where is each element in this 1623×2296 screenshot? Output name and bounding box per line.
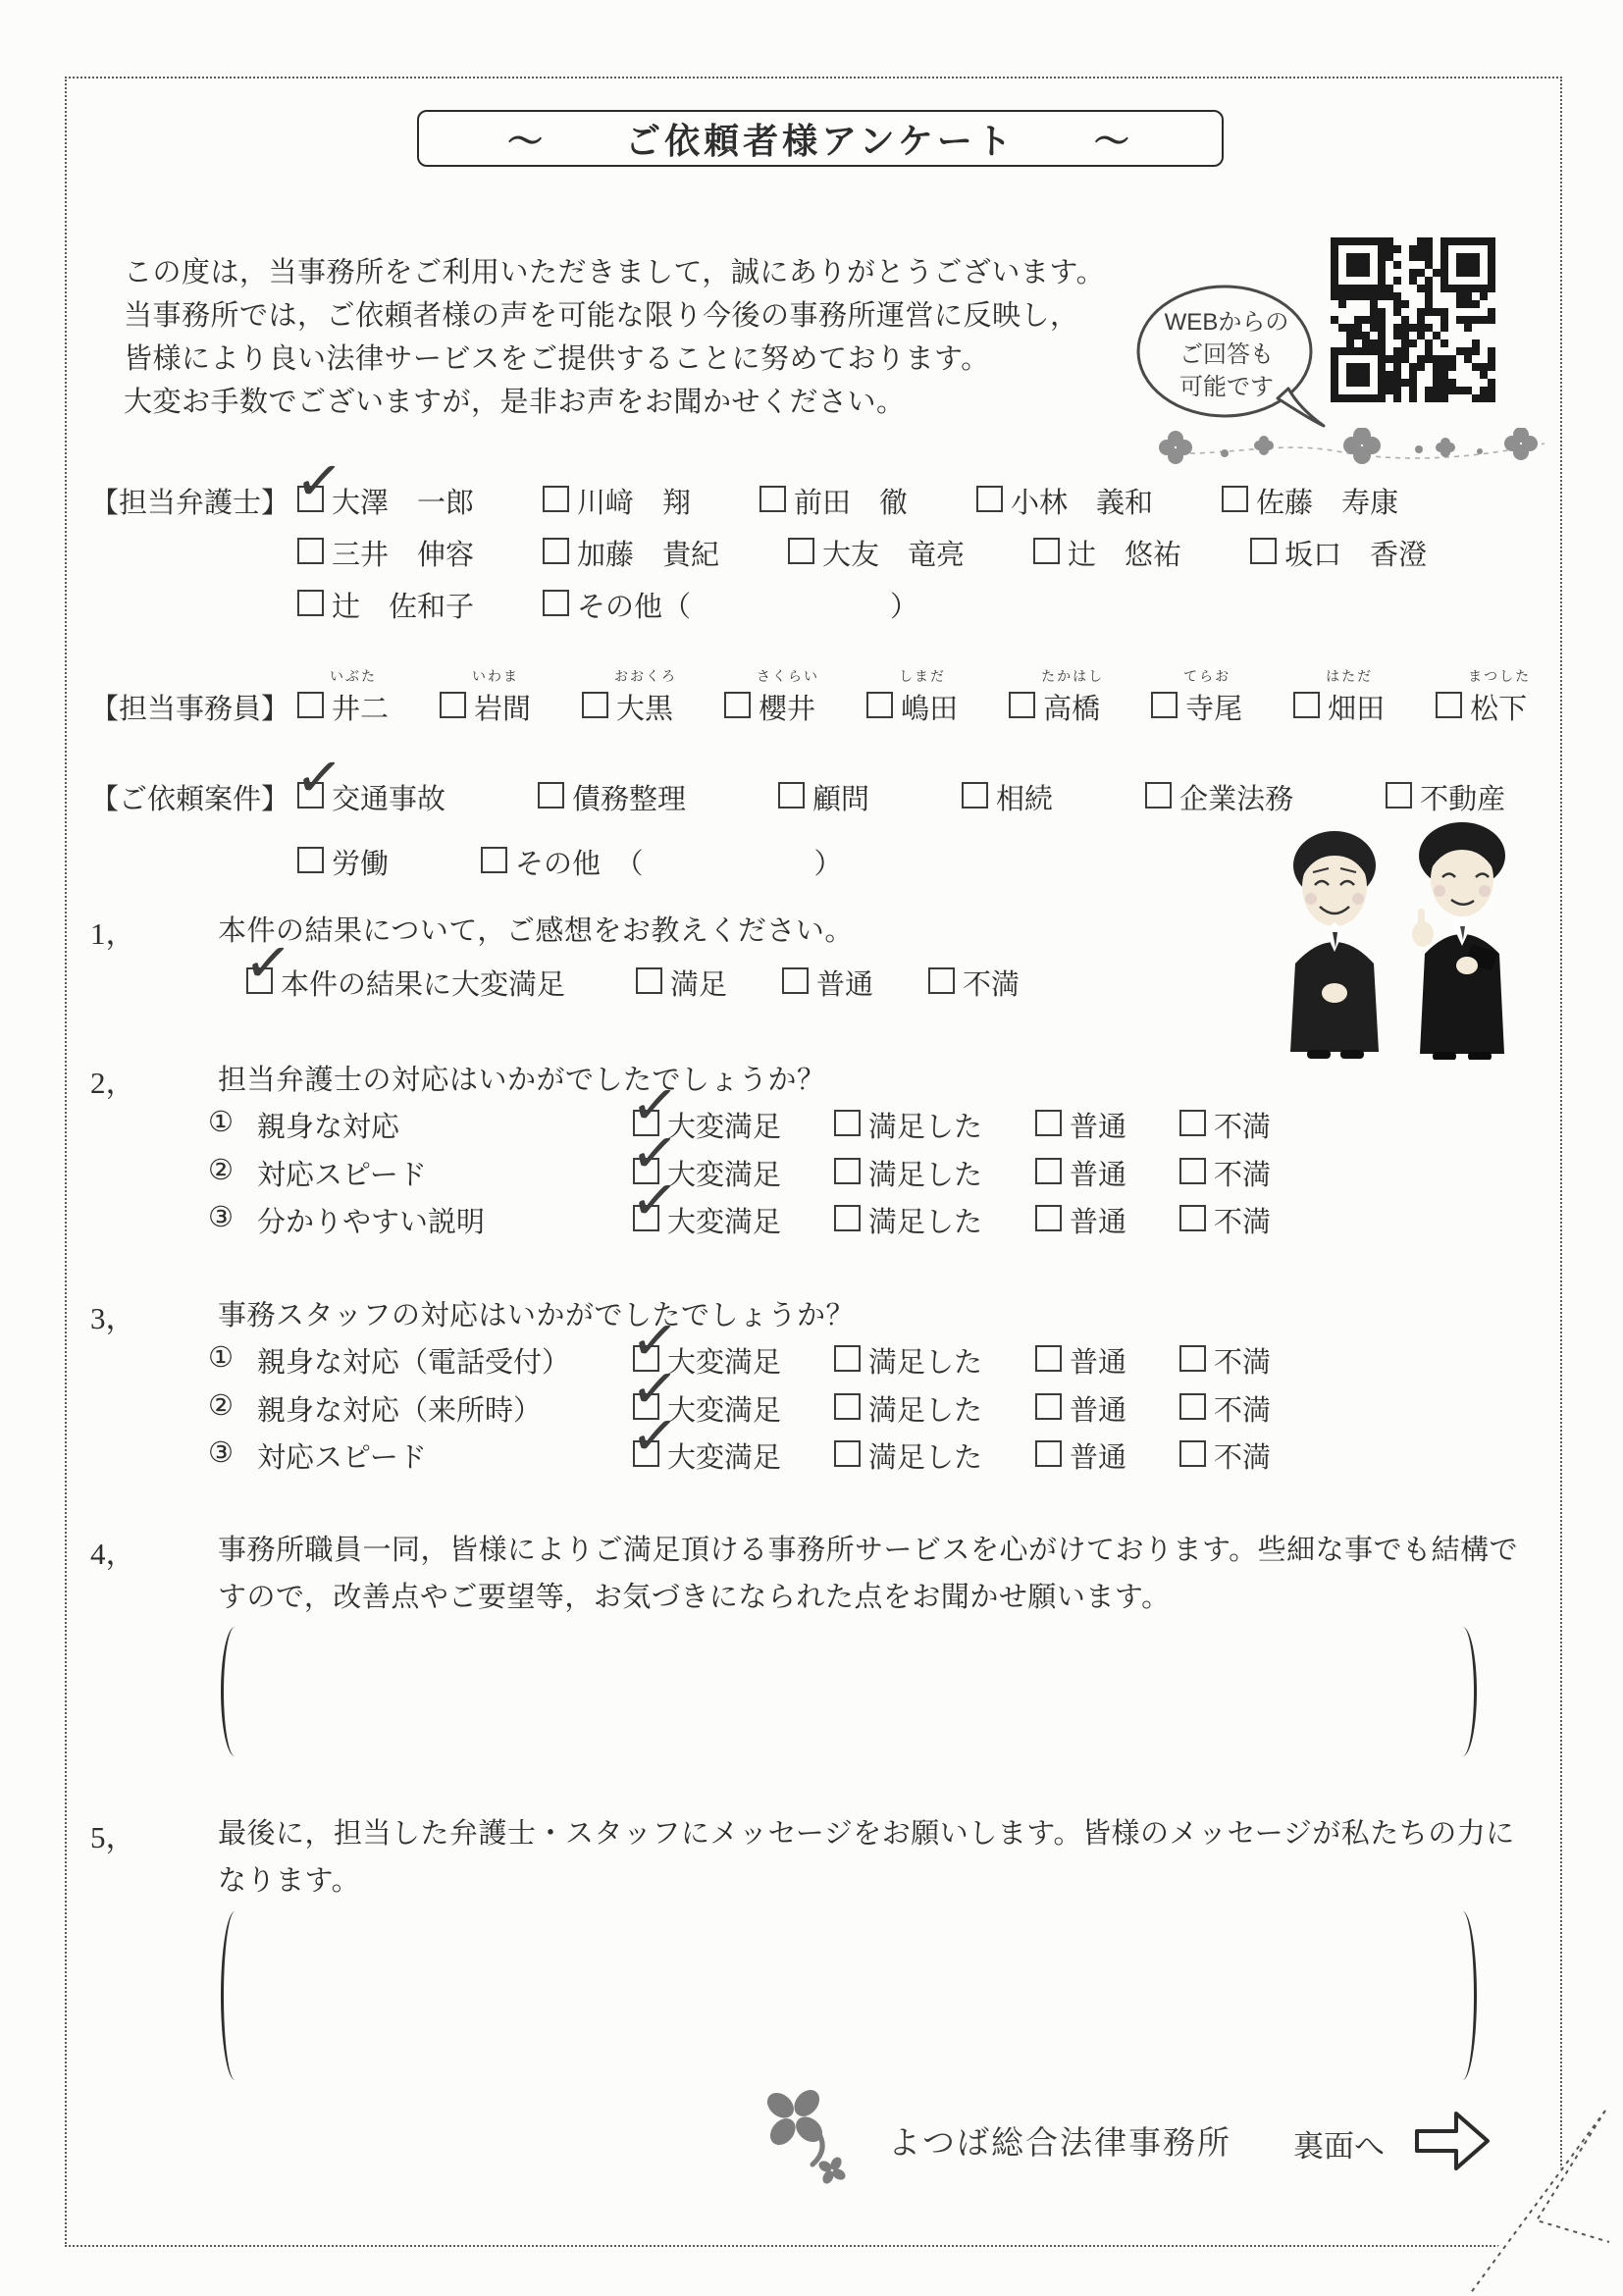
clerk-furigana: おおくろ: [614, 668, 678, 684]
option-label: 不満: [1214, 1160, 1272, 1191]
q4-answer-area[interactable]: [221, 1627, 1477, 1756]
checkbox[interactable]: [297, 590, 324, 616]
open-paren: [221, 1911, 249, 2080]
q3-row-3: [208, 1435, 1324, 1476]
web-answer-note: [1148, 306, 1305, 403]
intro-line: 当事務所では，ご依頼者様の声を可能な限り今後の事務所運営に反映し，: [124, 300, 1079, 332]
q5-answer-area[interactable]: [221, 1911, 1477, 2080]
case-label: その他 （ ）: [515, 849, 843, 880]
case-option[interactable]: [481, 842, 843, 882]
clerk-furigana: はただ: [1326, 668, 1374, 684]
checkbox[interactable]: [834, 1110, 861, 1136]
attorney-name: 小林 義和: [1011, 488, 1154, 519]
checkbox[interactable]: [1009, 692, 1035, 718]
rating-option[interactable]: [1035, 1200, 1126, 1240]
q1-options: [246, 963, 1074, 1003]
rating-option[interactable]: [1035, 1435, 1126, 1476]
attorney-option[interactable]: [759, 481, 908, 521]
clerk-option[interactable]: [1293, 668, 1386, 727]
rating-option[interactable]: [1179, 1435, 1271, 1476]
rating-option[interactable]: [834, 1153, 982, 1193]
rating-option[interactable]: [834, 1200, 982, 1240]
checkbox[interactable]: [1436, 692, 1462, 718]
q2-row-2: [208, 1153, 1324, 1193]
option-label: 普通: [1070, 1160, 1127, 1191]
checkbox[interactable]: [440, 692, 466, 718]
checkbox[interactable]: [724, 692, 751, 718]
attorney-name: 前田 徹: [794, 488, 909, 519]
office-name: よつば総合法律事務所: [888, 2124, 1231, 2161]
q1-option[interactable]: [246, 963, 565, 1003]
checkbox[interactable]: [246, 967, 273, 994]
page-title: [417, 110, 1224, 167]
clerk-furigana: まつした: [1468, 668, 1532, 684]
q1-number: 1，: [90, 916, 136, 951]
checkbox[interactable]: [297, 538, 324, 564]
bubble-line: ご回答も: [1179, 341, 1274, 368]
option-label: 満足した: [868, 1395, 983, 1427]
rating-option[interactable]: [1179, 1340, 1271, 1381]
checkbox[interactable]: [633, 1440, 659, 1467]
attorney-option[interactable]: [1033, 533, 1181, 573]
attorney-name: 坂口 香澄: [1284, 540, 1428, 571]
checkbox[interactable]: [1179, 1110, 1206, 1136]
q5-question-line: 最後に，担当した弁護士・スタッフにメッセージをお願いします。皆様のメッセージが私たちの力に: [218, 1818, 1515, 1850]
q2-question: 担当弁護士の対応はいかがでしたでしょうか？: [218, 1065, 826, 1096]
checkbox[interactable]: [1179, 1440, 1206, 1467]
option-label: 不満: [1214, 1442, 1272, 1474]
checkbox[interactable]: [1035, 1440, 1062, 1467]
attorney-name: 大友 竜亮: [822, 540, 966, 571]
case-option[interactable]: [778, 777, 869, 817]
case-label: 企業法務: [1179, 784, 1294, 815]
case-label: 相続: [996, 784, 1054, 815]
attorney-row-3: [297, 585, 987, 625]
checkbox[interactable]: [543, 486, 569, 512]
open-paren: [221, 1627, 249, 1756]
q1-option[interactable]: [928, 963, 1020, 1003]
q2-number: 2，: [90, 1066, 136, 1100]
rating-option[interactable]: [1179, 1388, 1271, 1429]
clerk-furigana: いぶた: [330, 668, 377, 684]
checkbox[interactable]: [1145, 782, 1172, 809]
attorney-section-label: 【担当弁護士】: [90, 488, 290, 519]
row-label: 親身な対応（来所時）: [257, 1395, 543, 1427]
case-label: 顧問: [812, 784, 870, 815]
intro-line: 大変お手数でございますが，是非お声をお聞かせください。: [124, 387, 906, 418]
checkbox[interactable]: [1035, 1393, 1062, 1420]
clerk-name: 畑田: [1328, 694, 1386, 725]
clerk-option[interactable]: [440, 668, 532, 727]
q1-option[interactable]: [636, 963, 727, 1003]
checkbox[interactable]: [1035, 1110, 1062, 1136]
checkbox[interactable]: [543, 590, 569, 616]
clerk-name: 井二: [332, 694, 390, 725]
q3-row-1: [208, 1340, 1324, 1381]
checkbox[interactable]: [297, 486, 324, 512]
checkbox[interactable]: [1035, 1158, 1062, 1184]
checkbox[interactable]: [1386, 782, 1412, 809]
checkbox[interactable]: [538, 782, 564, 809]
clerk-option[interactable]: [582, 668, 678, 727]
clerk-name: 櫻井: [759, 694, 816, 725]
checkbox[interactable]: [1035, 1345, 1062, 1372]
option-label: 普通: [1070, 1347, 1127, 1379]
clerk-furigana: しまだ: [899, 668, 947, 684]
checkbox[interactable]: [834, 1440, 861, 1467]
attorney-option[interactable]: [543, 533, 719, 573]
row-number: ①: [208, 1342, 234, 1374]
clerk-name: 高橋: [1043, 694, 1101, 725]
case-option[interactable]: [538, 777, 686, 817]
case-label: 労働: [332, 849, 390, 880]
option-label: 満足した: [868, 1207, 983, 1238]
web-answer-bubble: [1134, 281, 1331, 436]
rating-option[interactable]: [633, 1200, 781, 1240]
option-label: 大変満足: [667, 1442, 782, 1474]
case-row-1: [297, 777, 1597, 817]
checkbox[interactable]: [1179, 1205, 1206, 1231]
q1-option[interactable]: [782, 963, 873, 1003]
attorney-name: 辻 悠祐: [1068, 540, 1182, 571]
case-label: 不動産: [1420, 784, 1506, 815]
q4-question-line: すので，改善点やご要望等，お気づきになられた点をお聞かせ願います。: [218, 1582, 1171, 1613]
row-label: 親身な対応: [257, 1112, 400, 1143]
row-number: ①: [208, 1107, 234, 1138]
clerk-row: [297, 668, 1578, 727]
option-label: 不満: [963, 969, 1021, 1001]
checkbox[interactable]: [582, 692, 608, 718]
checkbox[interactable]: [633, 1205, 659, 1231]
clerk-option[interactable]: [1009, 668, 1105, 727]
case-label: 債務整理: [572, 784, 687, 815]
clerk-name: 寺尾: [1185, 694, 1243, 725]
row-label: 分かりやすい説明: [257, 1207, 486, 1238]
case-option[interactable]: [1386, 777, 1505, 817]
case-option[interactable]: [962, 777, 1053, 817]
attorney-option[interactable]: [788, 533, 965, 573]
checkbox[interactable]: [636, 967, 662, 994]
attorney-name: 加藤 貴紀: [577, 540, 720, 571]
clerk-option[interactable]: [1436, 668, 1532, 727]
attorney-row-1: [297, 481, 1467, 521]
q4-question: [218, 1527, 1518, 1621]
option-label: 不満: [1214, 1347, 1272, 1379]
rating-option[interactable]: [1035, 1388, 1126, 1429]
page-title-text: ～ ご依頼者様アンケート ～: [507, 121, 1133, 161]
checkbox[interactable]: [297, 692, 324, 718]
attorney-option[interactable]: [1250, 533, 1427, 573]
clerk-option[interactable]: [297, 668, 390, 727]
row-label: 対応スピード: [257, 1442, 427, 1474]
option-label: 普通: [816, 969, 874, 1001]
bubble-line: 可能です: [1179, 374, 1274, 400]
checkbox[interactable]: [866, 692, 893, 718]
rating-option[interactable]: [1179, 1200, 1271, 1240]
attorney-option[interactable]: [543, 481, 691, 521]
clerk-furigana: てらお: [1183, 668, 1231, 684]
checkbox[interactable]: [1151, 692, 1178, 718]
rating-option[interactable]: [834, 1435, 982, 1476]
clerk-option[interactable]: [1151, 668, 1243, 727]
q5-question-line: なります。: [218, 1865, 361, 1897]
case-option[interactable]: [297, 842, 389, 882]
close-paren: [1448, 1627, 1477, 1756]
row-label: 対応スピード: [257, 1160, 427, 1191]
checkbox[interactable]: [1179, 1393, 1206, 1420]
option-label: 本件の結果に大変満足: [281, 969, 566, 1001]
clover-logo-icon: [761, 2086, 869, 2193]
checkbox[interactable]: [928, 967, 955, 994]
checkbox[interactable]: [778, 782, 805, 809]
attorney-option[interactable]: [297, 481, 474, 521]
option-label: 大変満足: [667, 1112, 782, 1143]
option-label: 普通: [1070, 1207, 1127, 1238]
attorney-name: 川﨑 翔: [577, 488, 692, 519]
clerk-furigana: いわま: [472, 668, 520, 684]
clerk-option[interactable]: [866, 668, 959, 727]
clerk-option[interactable]: [724, 668, 820, 727]
checkbox[interactable]: [1033, 538, 1060, 564]
lawyers-illustration: [1258, 816, 1543, 1065]
checkbox[interactable]: [1222, 486, 1248, 512]
q1-question: 本件の結果について，ご感想をお教えください。: [218, 915, 854, 947]
attorney-option[interactable]: [297, 585, 474, 625]
checkbox[interactable]: [834, 1393, 861, 1420]
option-label: 満足した: [868, 1160, 983, 1191]
option-label: 普通: [1070, 1395, 1127, 1427]
intro-line: この度は，当事務所をご利用いただきまして，誠にありがとうございます。: [124, 257, 1106, 288]
case-option[interactable]: [1145, 777, 1293, 817]
option-label: 不満: [1214, 1112, 1272, 1143]
option-label: 満足した: [868, 1112, 983, 1143]
rating-option[interactable]: [834, 1105, 982, 1145]
row-number: ②: [208, 1155, 234, 1186]
checkbox[interactable]: [297, 782, 324, 809]
option-label: 普通: [1070, 1442, 1127, 1474]
checkbox[interactable]: [1179, 1345, 1206, 1372]
folded-corner: [1413, 2056, 1623, 2296]
row-number: ②: [208, 1390, 234, 1422]
rating-option[interactable]: [1035, 1105, 1126, 1145]
attorney-row-2: [297, 533, 1495, 573]
lawyer-left: [1290, 831, 1379, 1059]
q3-row-2: [208, 1388, 1324, 1429]
checkbox[interactable]: [759, 486, 786, 512]
rating-option[interactable]: [1179, 1153, 1271, 1193]
back-side-label: 裏面へ: [1293, 2129, 1385, 2164]
q3-question: 事務スタッフの対応はいかがでしたでしょうか？: [218, 1300, 856, 1331]
rating-option[interactable]: [633, 1435, 781, 1476]
case-label: 交通事故: [332, 784, 446, 815]
option-label: 大変満足: [667, 1207, 782, 1238]
checkbox[interactable]: [481, 847, 507, 873]
intro-line: 皆様により良い法律サービスをご提供することに努めております。: [124, 343, 990, 375]
case-section-label: 【ご依頼案件】: [90, 784, 290, 815]
clerk-name: 大黒: [616, 694, 674, 725]
q5-number: 5，: [90, 1820, 136, 1854]
bubble-line: WEBからの: [1164, 309, 1289, 336]
clerk-name: 嶋田: [901, 694, 959, 725]
rating-option[interactable]: [834, 1340, 982, 1381]
option-label: 大変満足: [667, 1395, 782, 1427]
case-option[interactable]: [297, 777, 445, 817]
rating-option[interactable]: [834, 1388, 982, 1429]
clerk-name: 岩間: [474, 694, 532, 725]
clerk-name: 松下: [1470, 694, 1528, 725]
attorney-option[interactable]: [297, 533, 474, 573]
option-label: 大変満足: [667, 1160, 782, 1191]
q4-question-line: 事務所職員一同，皆様によりご満足頂ける事務所サービスを心がけております。些細な事でも結構で: [218, 1535, 1519, 1566]
clerk-section-label: 【担当事務員】: [90, 694, 290, 725]
checkbox[interactable]: [788, 538, 814, 564]
checkbox[interactable]: [782, 967, 809, 994]
attorney-option[interactable]: [543, 585, 918, 625]
attorney-name: 大澤 一郎: [332, 488, 475, 519]
row-label: 親身な対応（電話受付）: [257, 1347, 571, 1379]
flower-divider-icon: [1156, 428, 1548, 476]
qr-code: [1331, 237, 1495, 402]
option-label: 不満: [1214, 1395, 1272, 1427]
option-label: 大変満足: [667, 1347, 782, 1379]
checkbox[interactable]: [834, 1205, 861, 1231]
q3-number: 3，: [90, 1301, 136, 1335]
attorney-option[interactable]: [1222, 481, 1398, 521]
case-row-2: [297, 842, 935, 882]
option-label: 満足した: [868, 1347, 983, 1379]
checkbox[interactable]: [1250, 538, 1277, 564]
attorney-option[interactable]: [976, 481, 1153, 521]
checkbox[interactable]: [962, 782, 988, 809]
attorney-name: 辻 佐和子: [332, 592, 475, 623]
q2-row-3: [208, 1200, 1324, 1240]
q2-row-1: [208, 1105, 1324, 1145]
clerk-furigana: さくらい: [757, 668, 820, 684]
checkbox[interactable]: [834, 1158, 861, 1184]
checkbox[interactable]: [976, 486, 1003, 512]
row-number: ③: [208, 1437, 234, 1469]
intro-paragraph: [124, 251, 1105, 424]
lawyer-right: [1412, 822, 1505, 1060]
attorney-name: その他（ ）: [577, 592, 919, 623]
attorney-name: 三井 伸容: [332, 540, 475, 571]
checkbox[interactable]: [297, 847, 324, 873]
q5-question: [218, 1810, 1515, 1905]
checkbox[interactable]: [543, 538, 569, 564]
rating-option[interactable]: [1179, 1105, 1271, 1145]
attorney-name: 佐藤 寿康: [1256, 488, 1399, 519]
option-label: 満足した: [868, 1442, 983, 1474]
rating-option[interactable]: [1035, 1153, 1126, 1193]
option-label: 普通: [1070, 1112, 1127, 1143]
clerk-furigana: たかはし: [1041, 668, 1105, 684]
checkbox[interactable]: [1293, 692, 1320, 718]
checkbox[interactable]: [834, 1345, 861, 1372]
q4-number: 4，: [90, 1537, 136, 1571]
checkbox[interactable]: [1179, 1158, 1206, 1184]
rating-option[interactable]: [1035, 1340, 1126, 1381]
checkbox[interactable]: [1035, 1205, 1062, 1231]
option-label: 満足: [670, 969, 728, 1001]
option-label: 不満: [1214, 1207, 1272, 1238]
row-number: ③: [208, 1202, 234, 1233]
